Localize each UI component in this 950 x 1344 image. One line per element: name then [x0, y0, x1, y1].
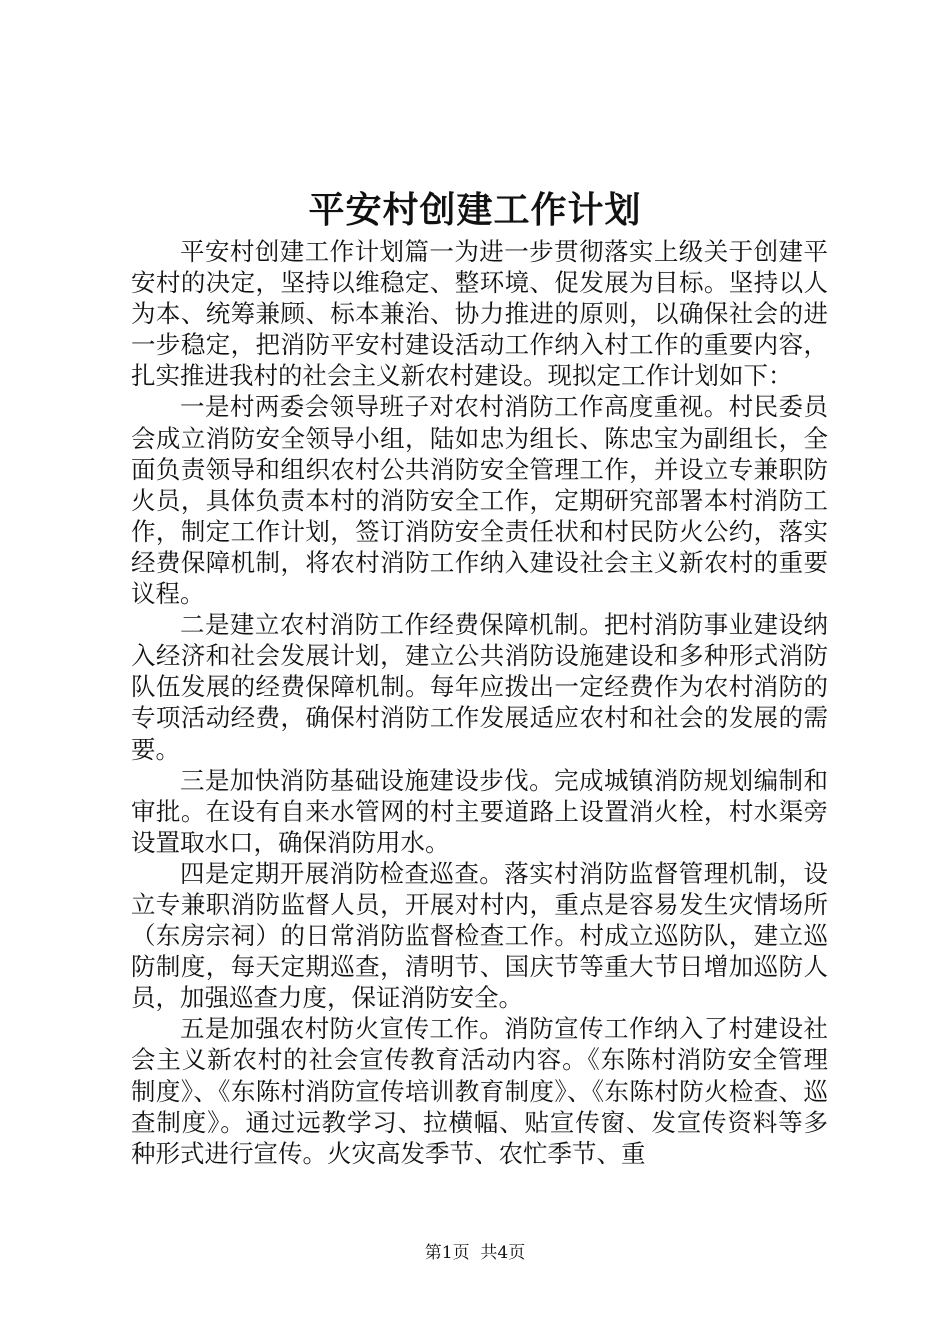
paragraph-item-2: 二是建立农村消防工作经费保障机制。把村消防事业建设纳入经济和社会发展计划，建立公共消防设施建设和多种形式消防队伍发展的经费保障机制。每年应拨出一定经费作为农村消防的专项活动经费，确保村消防工作发展适应农村和社会的发展的需要。 [131, 610, 828, 764]
paragraph-item-3: 三是加快消防基础设施建设步伐。完成城镇消防规划编制和审批。在设有自来水管网的村主要道路上设置消火栓，村水渠旁设置取水口，确保消防用水。 [131, 765, 828, 857]
page-footer [0, 1241, 950, 1265]
paragraph-item-4: 四是定期开展消防检查巡查。落实村消防监督管理机制，设立专兼职消防监督人员，开展对村内，重点是容易发生灾情场所（东房宗祠）的日常消防监督检查工作。村成立巡防队，建立巡防制度，每天定期巡查，清明节、国庆节等重大节日增加巡防人员，加强巡查力度，保证消防安全。 [131, 858, 828, 1013]
paragraph-item-1: 一是村两委会领导班子对农村消防工作高度重视。村民委员会成立消防安全领导小组，陆如忠为组长、陈忠宝为副组长，全面负责领导和组织农村公共消防安全管理工作，并设立专兼职防火员，具体负责本村的消防安全工作，定期研究部署本村消防工作，制定工作计划，签订消防安全责任状和村民防火公约，落实经费保障机制，将农村消防工作纳入建设社会主义新农村的重要议程。 [131, 392, 828, 609]
paragraph-item-5: 五是加强农村防火宣传工作。消防宣传工作纳入了村建设社会主义新农村的社会宣传教育活动内容。《东陈村消防安全管理制度》、《东陈村消防宣传培训教育制度》、《东陈村防火检查、巡查制度》。通过远教学习、拉横幅、贴宣传窗、发宣传资料等多种形式进行宣传。火灾高发季节、农忙季节、重 [131, 1014, 828, 1168]
page-number: 第1页 [424, 1243, 470, 1263]
document-body [131, 236, 828, 1169]
page-total: 共4页 [480, 1243, 526, 1263]
paragraph-intro: 平安村创建工作计划篇一为进一步贯彻落实上级关于创建平安村的决定，坚持以维稳定、整环境、促发展为目标。坚持以人为本、统筹兼顾、标本兼治、协力推进的原则，以确保社会的进一步稳定，把消防平安村建设活动工作纳入村工作的重要内容，扎实推进我村的社会主义新农村建设。现拟定工作计划如下： [131, 237, 828, 391]
document-title: 平安村创建工作计划 [308, 189, 642, 231]
